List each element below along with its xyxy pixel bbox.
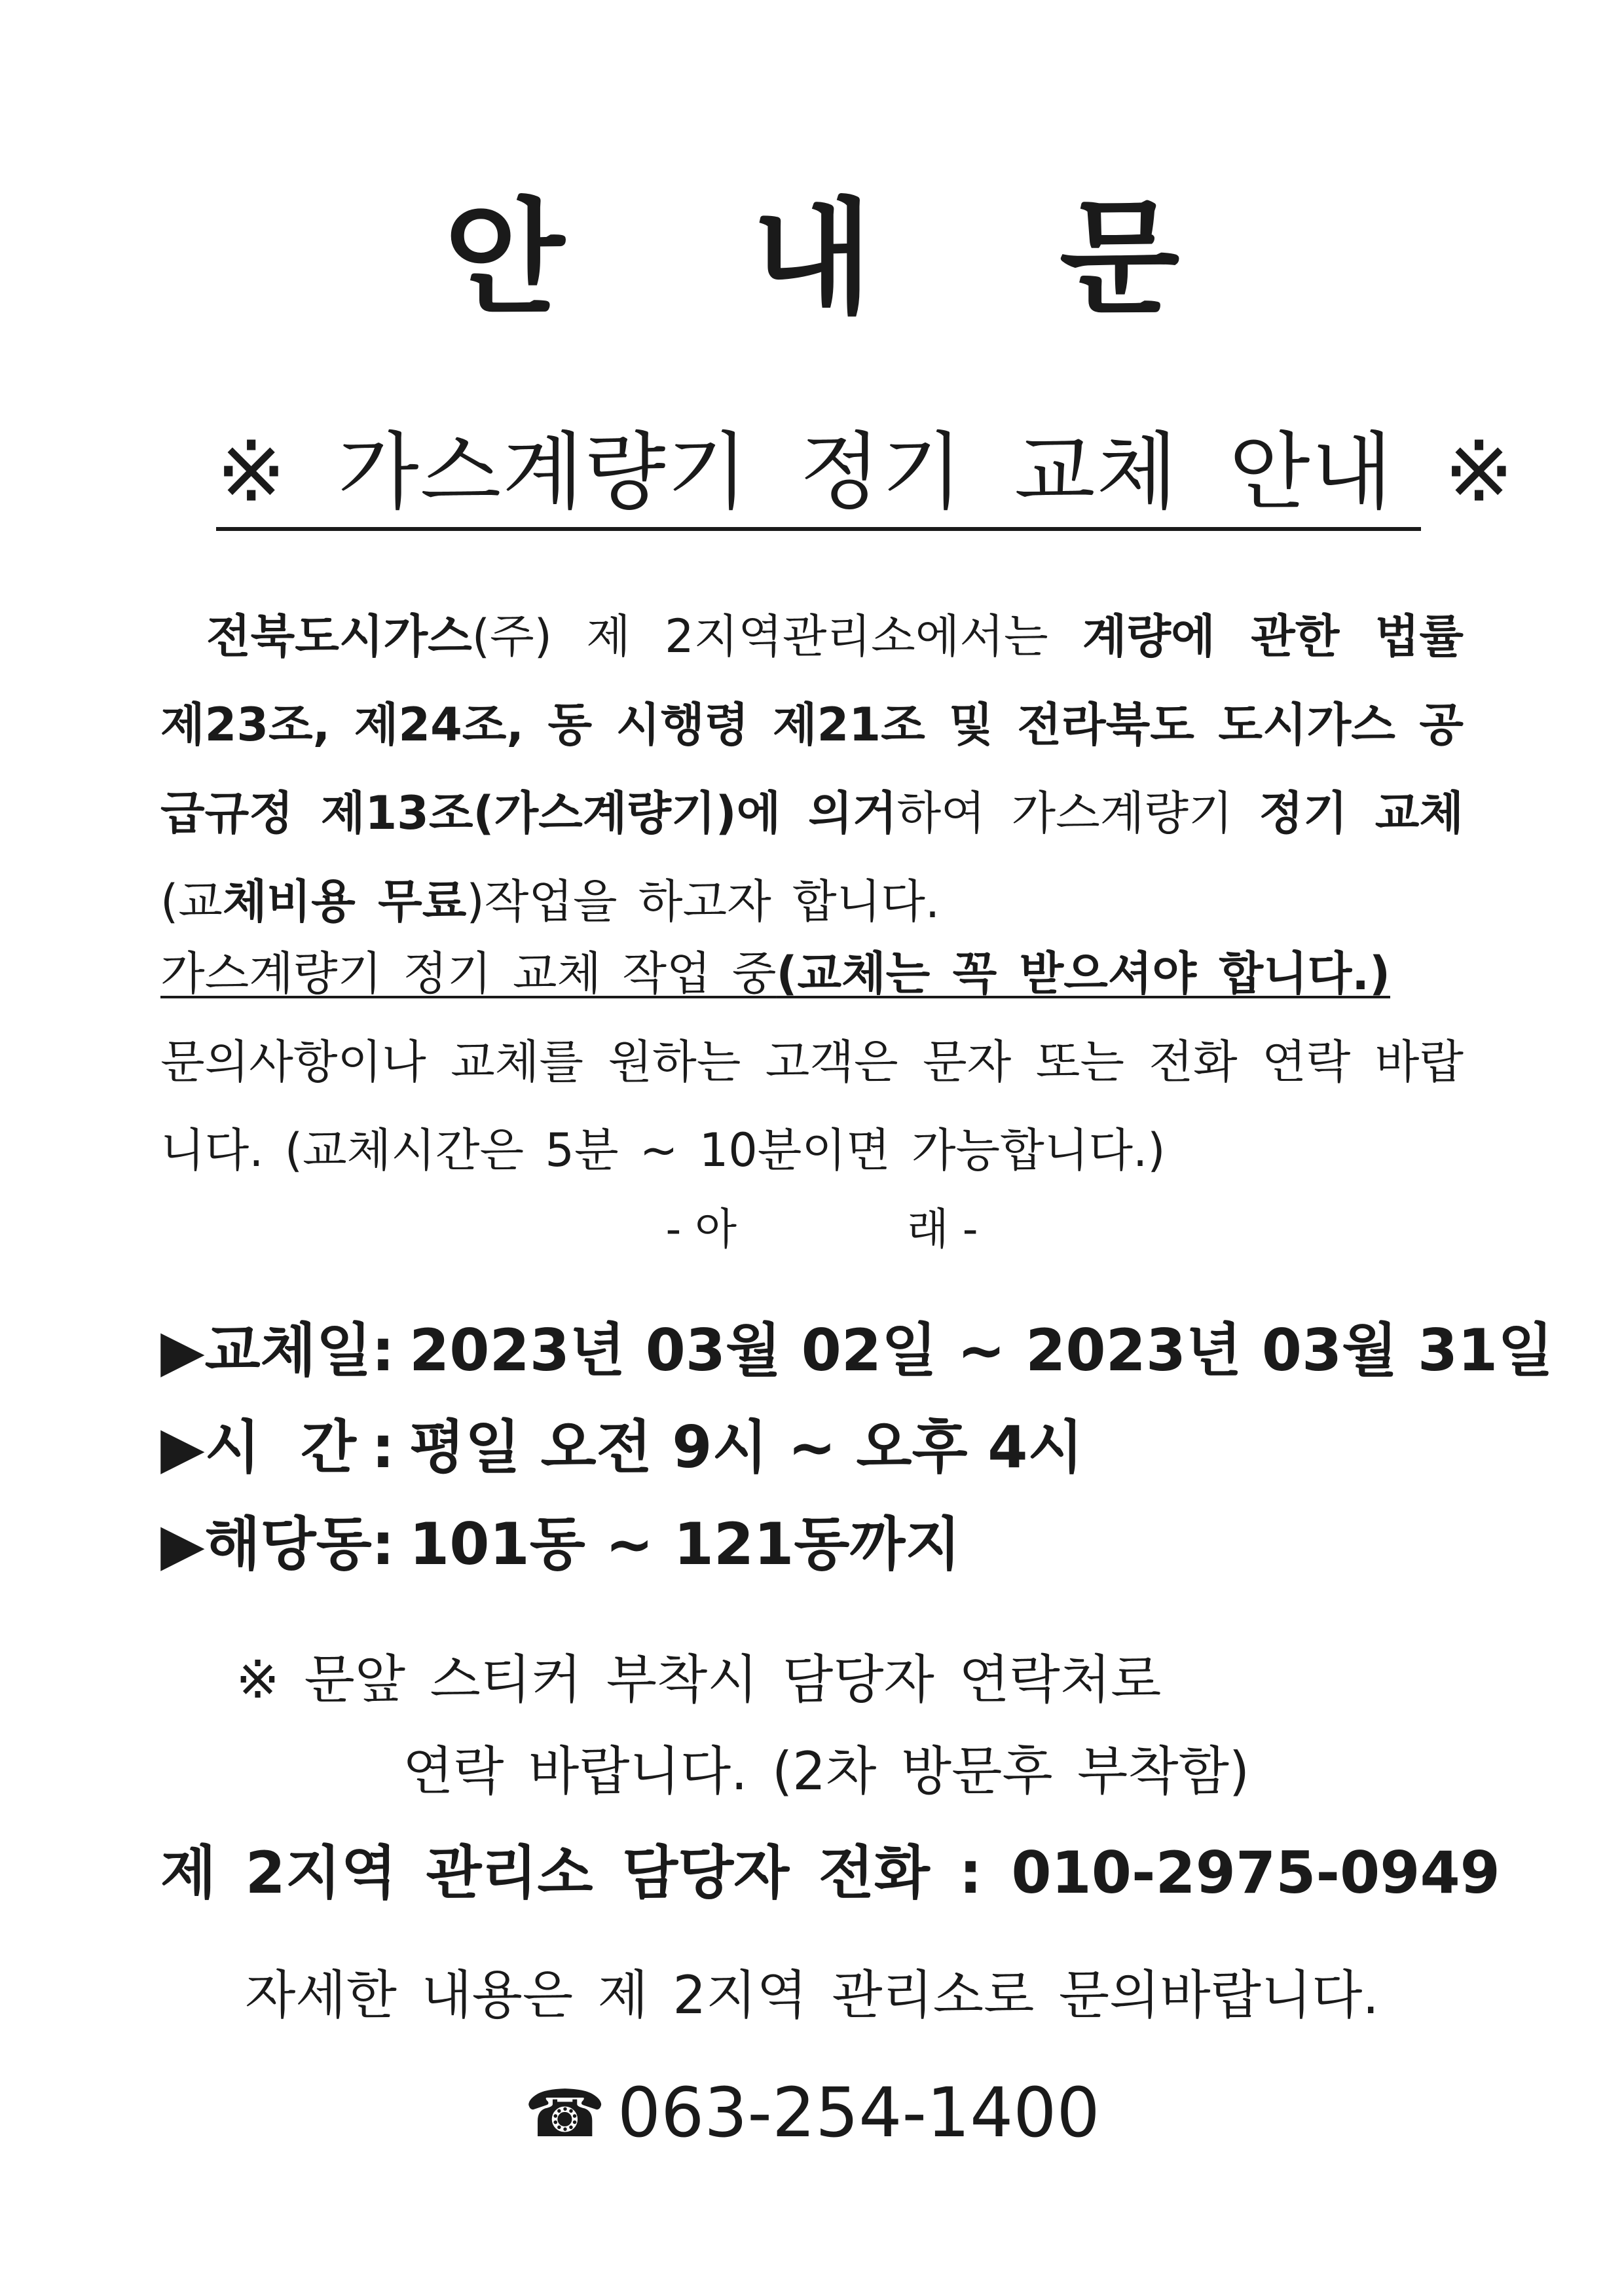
intro-text-2: 하여 가스계량기 xyxy=(896,786,1259,840)
date-value: 2023년 03월 02일 ~ 2023년 03월 31일 xyxy=(409,1317,1554,1384)
replacement-date-row xyxy=(160,1316,1553,1385)
intro-paragraph xyxy=(160,592,1464,946)
free-of-charge: 체비용 무료 xyxy=(222,875,467,928)
building-value: 101동 ~ 121동까지 xyxy=(409,1510,961,1578)
sticker-note-line2: 연락 바랍니다. (2차 방문후 부착함) xyxy=(403,1741,1250,1802)
subtitle-underline xyxy=(216,422,1516,531)
detail-inquiry: 자세한 내용은 제 2지역 관리소로 문의바랍니다. xyxy=(245,1965,1379,2026)
subtitle: ※ 가스계량기 정기 교체 안내 ※ xyxy=(216,424,1516,521)
regular-replacement: 정기 교체 xyxy=(1259,786,1464,840)
building-colon: : xyxy=(371,1510,395,1578)
notice-paragraph xyxy=(160,930,1464,1195)
below-left: - 아 xyxy=(665,1204,737,1254)
intro-text-3: (교 xyxy=(160,875,223,928)
sticker-note-line1: ※ 문앞 스티커 부착시 담당자 연락처로 xyxy=(236,1649,1162,1710)
telephone-icon: ☎ xyxy=(524,2075,606,2152)
replacement-in-progress: 가스계량기 정기 교체 작업 중 xyxy=(160,947,777,1000)
below-heading xyxy=(0,1203,1624,1255)
legal-basis: 계량에 관한 법률 제23조, 제24조, 동 시행령 제21조 및 전라북도 도시가스 공급규정 제13조(가스계량기)에 의거 xyxy=(160,610,1464,840)
below-right: 래 - xyxy=(907,1204,978,1254)
office-phone-number: 063-254-1400 xyxy=(617,2073,1100,2153)
time-colon: : xyxy=(371,1413,395,1481)
date-label: ▶교체일 xyxy=(160,1317,372,1384)
manager-contact: 제 2지역 관리소 담당자 전화 : 010-2975-0949 xyxy=(160,1839,1500,1906)
company-name: 전북도시가스 xyxy=(206,610,472,663)
inquiry-text: 문의사항이나 교체를 원하는 고객은 문자 또는 전화 연락 바랍니다. (교체시간은 5분 ~ 10분이면 가능합니다.) xyxy=(160,1035,1464,1177)
intro-text-1: (주) 제 2지역관리소에서는 xyxy=(471,610,1082,663)
page-title: 안 내 문 xyxy=(444,186,1252,331)
time-label: ▶시 간 xyxy=(160,1413,356,1481)
building-row xyxy=(160,1510,961,1579)
time-value: 평일 오전 9시 ~ 오후 4시 xyxy=(409,1413,1084,1481)
replacement-time-row xyxy=(160,1413,1083,1482)
date-colon: : xyxy=(371,1317,395,1384)
intro-text-4: )작업을 하고자 합니다. xyxy=(466,875,940,928)
office-phone xyxy=(0,2072,1624,2154)
building-label: ▶해당동 xyxy=(160,1510,372,1578)
must-replace-note: (교체는 꼭 받으셔야 합니다.) xyxy=(776,947,1390,1000)
